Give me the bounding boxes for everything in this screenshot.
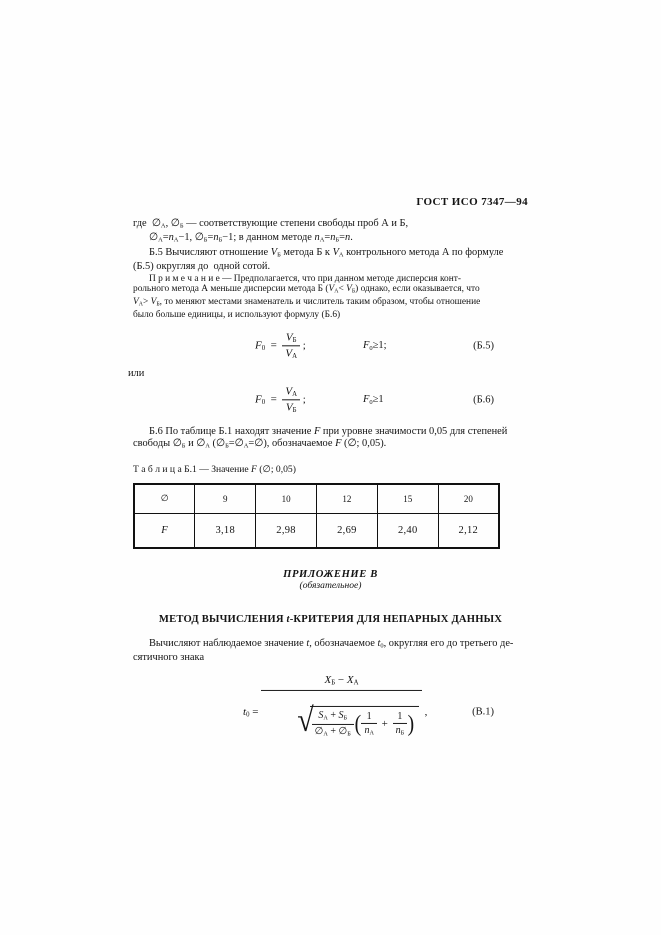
- fraction-denominator: VА: [282, 345, 300, 360]
- fraction-numerator: SА + SБ: [318, 710, 348, 722]
- formula-v1: [133, 674, 528, 742]
- square-root: [297, 702, 419, 740]
- table-cell: 20: [438, 484, 499, 514]
- table-b1-caption: Т а б л и ц а Б.1 — Значение F (∅; 0,05): [133, 463, 296, 475]
- plus-sign: +: [378, 718, 391, 731]
- table-header-row: [134, 484, 499, 514]
- text-line: Вычисляют наблюдаемое значение t, обозначаемое t0, округляя его до третьего де-: [149, 637, 514, 650]
- text-line: (Б.5) округляя до одной сотой.: [133, 261, 271, 273]
- inner-fraction: [393, 711, 408, 737]
- fraction-numerator: VБ: [285, 331, 297, 344]
- fraction-denominator: nА: [361, 723, 376, 737]
- formula-number: (Б.5): [473, 340, 494, 352]
- note-line: VА> VБ, то меняют местами знаменатель и числитель таким образом, чтобы отношение: [133, 296, 481, 308]
- section-heading: МЕТОД ВЫЧИСЛЕНИЯ t-КРИТЕРИЯ ДЛЯ НЕПАРНЫХ ДАННЫХ: [158, 613, 503, 625]
- table-cell: 12: [316, 484, 377, 514]
- table-cell: 2,40: [377, 513, 438, 548]
- note-paragraph: [133, 274, 528, 320]
- fraction-numerator: XБ − XА: [324, 674, 359, 687]
- table-cell: F: [134, 513, 195, 548]
- note-line: было больше единицы, и используют формулу (Б.6): [133, 309, 341, 320]
- inner-fraction: [312, 710, 354, 738]
- formula-lhs: F0 =: [255, 393, 283, 407]
- open-paren: (: [354, 710, 361, 736]
- table-cell: 2,69: [316, 513, 377, 548]
- fraction-numerator: VА: [285, 385, 298, 398]
- fraction-denominator: ∅А + ∅Б: [312, 724, 354, 738]
- table-cell: ∅: [134, 484, 195, 514]
- formula-number: (В.1): [472, 706, 494, 718]
- table-cell: 3,18: [195, 513, 256, 548]
- note-line: рольного метода А меньше дисперсии метода Б (VА< VБ) однако, если оказывается, что: [133, 284, 480, 295]
- paragraph-b6: [133, 426, 528, 452]
- standard-reference-header: ГОСТ ИСО 7347—94: [416, 196, 528, 208]
- text-line: Б.6 По таблице Б.1 находят значение F при уровне значимости 0,05 для степеней: [149, 425, 508, 437]
- note-line: П р и м е ч а н и е — Предполагается, что при данном методе дисперсия конт-: [149, 274, 461, 285]
- table-data-row: [134, 513, 499, 548]
- formula-condition: F0≥1: [363, 393, 384, 406]
- radical-sign: √: [297, 702, 314, 740]
- fraction-numerator: 1: [397, 711, 403, 723]
- fraction-denominator: VБ: [282, 399, 300, 414]
- text-line: сятичного знака: [133, 652, 205, 664]
- fraction-denominator: nБ: [393, 723, 408, 737]
- table-b1: [133, 483, 500, 549]
- table-cell: 2,98: [256, 513, 317, 548]
- fraction-denominator: [261, 690, 422, 750]
- formula-b6: [133, 380, 528, 420]
- appendix-v-subtitle: (обязательное): [299, 579, 362, 591]
- formula-b6-expression: [255, 385, 306, 414]
- formula-lhs: t0 =: [243, 705, 262, 719]
- inner-fraction: [361, 711, 376, 737]
- semicolon: ;: [300, 339, 306, 352]
- fraction: [282, 331, 300, 360]
- text-line: Б.5 Вычисляют отношение VБ метода Б к VА контрольного метода А по формуле: [149, 246, 504, 259]
- table-cell: 9: [195, 484, 256, 514]
- formula-condition: F0≥1;: [363, 339, 387, 352]
- close-paren: ): [407, 710, 415, 736]
- paragraph-v: [133, 638, 528, 664]
- radicand: [310, 706, 419, 738]
- intro-paragraph: [133, 218, 528, 273]
- page-content: [128, 196, 528, 742]
- main-fraction: [261, 674, 422, 750]
- text-line: где ∅А, ∅Б — соответствующие степени свободы проб А и Б,: [133, 218, 409, 230]
- formula-b5-expression: [255, 331, 306, 360]
- table-cell: 10: [256, 484, 317, 514]
- fraction-numerator: 1: [366, 711, 372, 723]
- text-line: ∅А=nА−1, ∅Б=nБ−1; в данном методе nА=nБ=n.: [149, 232, 353, 245]
- comma: ,: [421, 706, 428, 719]
- formula-v1-expression: [243, 674, 427, 750]
- text-line: свободы ∅Б и ∅А (∅Б=∅А=∅), обозначаемое F (∅; 0,05).: [133, 437, 387, 450]
- appendix-v-title: ПРИЛОЖЕНИЕ В: [283, 568, 378, 580]
- table-cell: 15: [377, 484, 438, 514]
- or-text: или: [128, 367, 145, 379]
- semicolon: ;: [300, 393, 306, 406]
- formula-number: (Б.6): [473, 394, 494, 406]
- formula-b5: [133, 326, 528, 366]
- table-cell: 2,12: [438, 513, 499, 548]
- fraction: [282, 385, 300, 414]
- formula-lhs: F0 =: [255, 339, 283, 353]
